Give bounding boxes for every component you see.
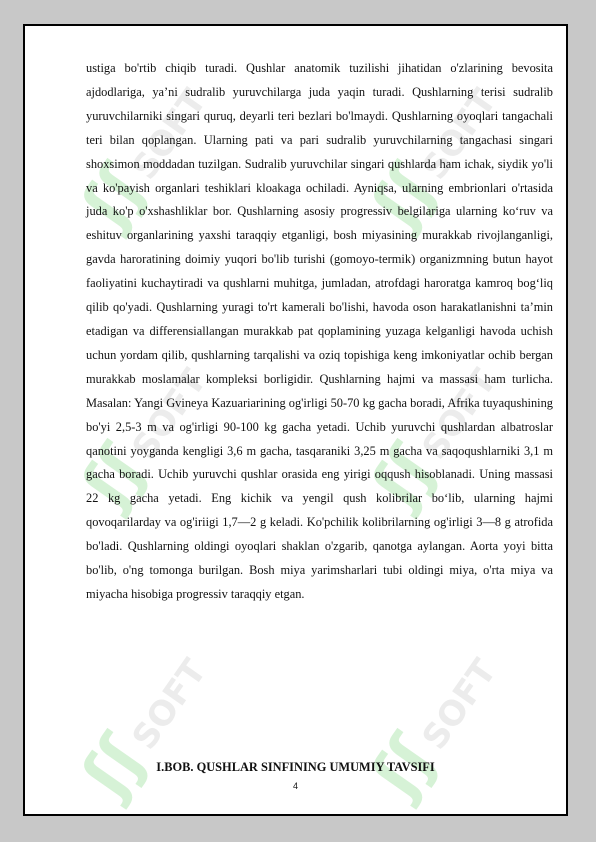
watermark-logo: ʃʃSOFT: [358, 82, 505, 240]
watermark-logo: ʃʃSOFT: [358, 652, 505, 810]
page-number: 4: [292, 781, 298, 791]
watermark-logo: ʃʃSOFT: [68, 652, 215, 810]
watermark-logo: ʃʃSOFT: [68, 82, 215, 240]
chapter-title: I.BOB. QUSHLAR SINFINING UMUMIY TAVSIFI: [156, 760, 435, 774]
body-text: [86, 57, 553, 607]
watermark-logo: ʃʃSOFT: [68, 362, 215, 520]
watermark-logo: ʃʃSOFT: [358, 362, 505, 520]
document-page: [23, 24, 568, 816]
body-paragraph: ustiga bo'rtib chiqib turadi. Qushlar anatomik tuzilishi jihatidan o'zlarining bevosita ajdodlariga, ya’ni sudralib yuruvchilarga juda yaqin turadi. Qushlarning terisi sudralib yuruvchilarniki singari quruq, deyarli teri bezlari bo'lmaydi. Qushlarning oyoqlari tangachali teri bilan qoplangan. Ularning pati va pari sudralib yuruvchilarning tangachasi singari shoxsimon moddadan tuzilgan. Sudralib yuruvchilar singari qushlarda ham ichak, siydik yo'li va ko'payish organlari teshiklari kloakaga ochiladi. Ayniqsa, ularning embrionlari o'rtasida juda ko'p o'xshashliklar bor. Qushlarning asosiy progressiv belgilariga ularning ko‘ruv va eshituv organlarining yaxshi taraqqiy etganligi, bosh miyasining murakkab rivojlanganligi, gavda haroratining doimiy yuqori bo'lib turishi (gomoyo-termik) organizmning butun hayot faoliyatini kuchaytiradi va qushlarni muhitga, jumladan, atrofdagi haroratga kamroq bog‘liq qilib qo'yadi. Qushlarning yuragi to'rt kamerali bo'lishi, havoda oson harakatlanishni ta’min etadigan va differensiallangan murakkab pat qoplamining yuzaga kelganligi havoda uchish uchun yordam qilib, qushlarning tarqalishi va oziq topishiga keng imkoniyatlar ochib bergan murakkab moslamalar kompleksi borligidir. Qushlarning hajmi va massasi ham turlicha. Masalan: Yangi Gvineya Kazuariarining og'irligi 50-70 kg gacha boradi, Afrika tuyaqushining bo'yi 2,5-3 m va og'irligi 90-100 kg gacha yetadi. Uchib yuruvchi qushlardan albatroslar qanotini yoyganda kengligi 3,6 m gacha, tasqaraniki 3,25 m gacha va saqoqushlarniki 3,1 m gacha boradi. Uchib yuruvchi qushlar orasida eng yirigi oqqush hisoblanadi. Uning massasi 22 kg gacha yetadi. Eng kichik va yengil qush kolibrilar bo‘lib, ularning hajmi qovoqarilarday va og'iriigi 1,7—2 g keladi. Ko'pchilik kolibrilarning og'irligi 3—8 g atrofida bo'ladi. Qushlarning oldingi oyoqlari shaklan o'zgarib, qanotga aylangan. Aorta yoyi bitta bo'lib, o'ng tomonga burilgan. Bosh miya yarimsharlari tubi oldingi miya, o'rta miya va miyacha hisobiga progressiv taraqqiy etgan.: [86, 61, 553, 601]
